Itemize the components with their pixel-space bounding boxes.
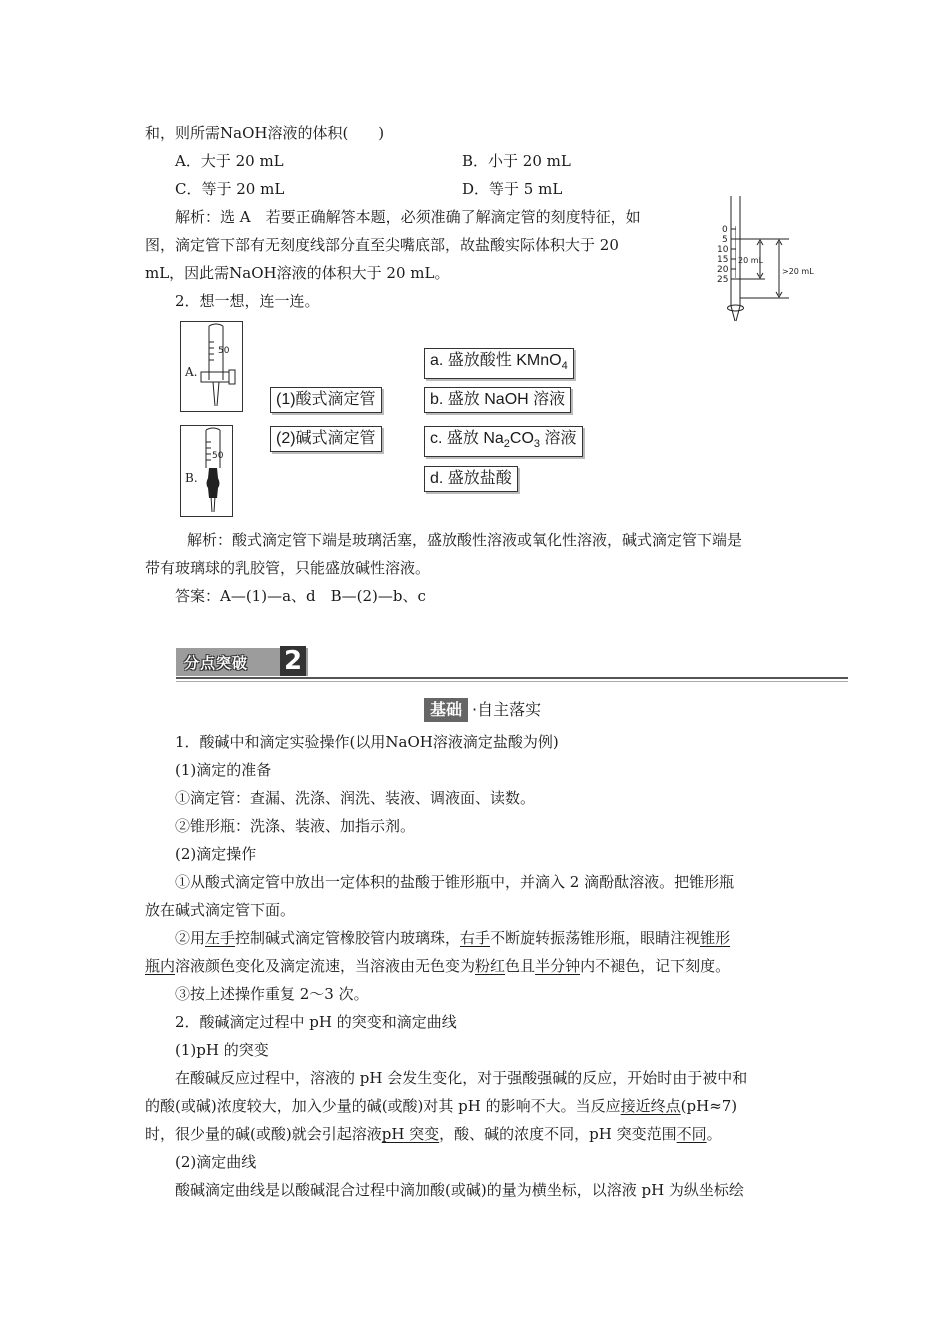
underlined-answer: 锥形 bbox=[700, 929, 731, 947]
match-box-c-text: 溶液 bbox=[540, 430, 577, 447]
match-box-c-text: CO bbox=[509, 430, 534, 447]
text: ②用 bbox=[175, 929, 206, 947]
burette-label-inner: 20 mL bbox=[738, 256, 763, 265]
body-line: 放在碱式滴定管下面。 bbox=[145, 901, 296, 919]
acid-burette-drawing bbox=[181, 322, 242, 411]
q2-analysis-line: 带有玻璃球的乳胶管，只能盛放碱性溶液。 bbox=[145, 559, 431, 577]
option-b: B．小于 20 mL bbox=[462, 152, 571, 170]
text: 溶液颜色变化及滴定流速，当溶液由无色变为 bbox=[175, 957, 476, 975]
body-line: 在酸碱反应过程中，溶液的 pH 会发生变化，对于强酸强碱的反应，开始时由于被中和 bbox=[175, 1069, 748, 1087]
burette-tick: 25 bbox=[717, 275, 729, 285]
burette-figure bbox=[705, 196, 825, 331]
analysis-line: mL，因此需NaOH溶液的体积大于 20 mL。 bbox=[145, 264, 450, 282]
subsection-tag bbox=[424, 698, 541, 722]
body-line: 酸碱滴定曲线是以酸碱混合过程中滴加酸(或碱)的量为横坐标，以溶液 pH 为纵坐标绘 bbox=[175, 1181, 744, 1199]
match-box-c-text: c. 盛放 Na bbox=[430, 430, 504, 447]
text: 控制碱式滴定管橡胶管内玻璃珠， bbox=[235, 929, 461, 947]
subscript: 2 bbox=[503, 438, 510, 451]
text: 时，很少量的碱(或酸)就会引起溶液 bbox=[145, 1125, 382, 1143]
text: 的酸(或碱)浓度较大，加入少量的碱(或酸)对其 pH 的影响不大。当反应 bbox=[145, 1097, 621, 1115]
underlined-answer: 粉红 bbox=[475, 957, 506, 975]
burette-tick: 5 bbox=[722, 235, 728, 245]
body-line: 1．酸碱中和滴定实验操作(以用NaOH溶液滴定盐酸为例) bbox=[175, 733, 559, 751]
subscript: 4 bbox=[561, 360, 568, 373]
underlined-answer: 不同 bbox=[676, 1125, 707, 1143]
section-header bbox=[176, 648, 308, 676]
match-box-d: d. 盛放盐酸 bbox=[424, 466, 518, 492]
body-line: (2)滴定操作 bbox=[175, 845, 257, 863]
q2-analysis-line: 解析：酸式滴定管下端是玻璃活塞，盛放酸性溶液或氧化性溶液，碱式滴定管下端是 bbox=[187, 531, 743, 549]
section-header-number: 2 bbox=[280, 646, 306, 676]
image-letter-b: B. bbox=[185, 471, 198, 485]
option-a: A．大于 20 mL bbox=[175, 152, 284, 170]
option-c: C．等于 20 mL bbox=[175, 180, 285, 198]
body-line: ②锥形瓶：洗涤、装液、加指示剂。 bbox=[175, 817, 416, 835]
section-header-title: 分点突破 bbox=[184, 654, 249, 672]
text: 不断旋转振荡锥形瓶，眼睛注视 bbox=[490, 929, 701, 947]
text: 。 bbox=[706, 1125, 722, 1143]
image-letter-a: A. bbox=[185, 365, 198, 379]
underlined-answer: pH 突变 bbox=[381, 1125, 440, 1143]
subscript: 3 bbox=[533, 438, 541, 451]
burette-label-outer: >20 mL bbox=[782, 267, 814, 276]
text: 色且 bbox=[505, 957, 536, 975]
underlined-answer: 左手 bbox=[205, 929, 236, 947]
text: ，酸、碱的浓度不同，pH 突变范围 bbox=[439, 1125, 677, 1143]
match-box-c bbox=[424, 426, 583, 457]
burette-tick: 20 bbox=[717, 265, 729, 275]
body-line: ③按上述操作重复 2～3 次。 bbox=[175, 985, 369, 1003]
body-line bbox=[145, 956, 730, 976]
underlined-answer: 瓶内 bbox=[145, 957, 176, 975]
burette-tick: 15 bbox=[717, 255, 729, 265]
body-line: (1)pH 的突变 bbox=[175, 1041, 269, 1059]
underlined-answer: 半分钟 bbox=[535, 957, 581, 975]
analysis-line: 解析：选 A 若要正确解答本题，必须准确了解滴定管的刻度特征，如 bbox=[175, 208, 641, 226]
option-d: D．等于 5 mL bbox=[462, 180, 563, 198]
subsection-tag-rest: ·自主落实 bbox=[472, 700, 542, 719]
analysis-line: 图，滴定管下部有无刻度线部分直至尖嘴底部，故盐酸实际体积大于 20 bbox=[145, 236, 619, 254]
scale-label: 50 bbox=[212, 451, 224, 461]
question-stem: 和，则所需NaOH溶液的体积( ) bbox=[145, 124, 385, 142]
base-burette-image bbox=[180, 425, 233, 517]
body-line: ①从酸式滴定管中放出一定体积的盐酸于锥形瓶中，并滴入 2 滴酚酞溶液。把锥形瓶 bbox=[175, 873, 735, 891]
scale-label: 50 bbox=[218, 346, 230, 356]
section-divider bbox=[176, 677, 848, 679]
burette-tick: 10 bbox=[717, 245, 729, 255]
body-line bbox=[175, 928, 730, 948]
body-line bbox=[145, 1096, 737, 1116]
match-box-a bbox=[424, 348, 574, 379]
body-line bbox=[145, 1124, 722, 1144]
base-burette-drawing bbox=[181, 426, 232, 516]
match-box-b: b. 盛放 NaOH 溶液 bbox=[424, 387, 571, 413]
subsection-tag-dark: 基础 bbox=[424, 698, 468, 722]
q2-answer: 答案：A—(1)—a、d B—(2)—b、c bbox=[175, 587, 426, 605]
body-line: (2)滴定曲线 bbox=[175, 1153, 257, 1171]
underlined-answer: 右手 bbox=[460, 929, 491, 947]
acid-burette-image bbox=[180, 321, 243, 412]
match-box-base-burette: (2)碱式滴定管 bbox=[270, 426, 382, 452]
q2-title: 2．想一想，连一连。 bbox=[175, 292, 320, 310]
burette-tick: 0 bbox=[722, 225, 728, 235]
body-line: 2．酸碱滴定过程中 pH 的突变和滴定曲线 bbox=[175, 1013, 457, 1031]
body-line: ①滴定管：查漏、洗涤、润洗、装液、调液面、读数。 bbox=[175, 789, 536, 807]
match-box-acid-burette: (1)酸式滴定管 bbox=[270, 387, 382, 413]
match-box-a-text: a. 盛放酸性 KMnO bbox=[430, 352, 562, 369]
body-line: (1)滴定的准备 bbox=[175, 761, 272, 779]
text: 内不褪色，记下刻度。 bbox=[580, 957, 731, 975]
text: (pH≈7) bbox=[680, 1097, 738, 1115]
underlined-answer: 接近终点 bbox=[620, 1097, 681, 1115]
section-divider-thin bbox=[176, 681, 848, 682]
